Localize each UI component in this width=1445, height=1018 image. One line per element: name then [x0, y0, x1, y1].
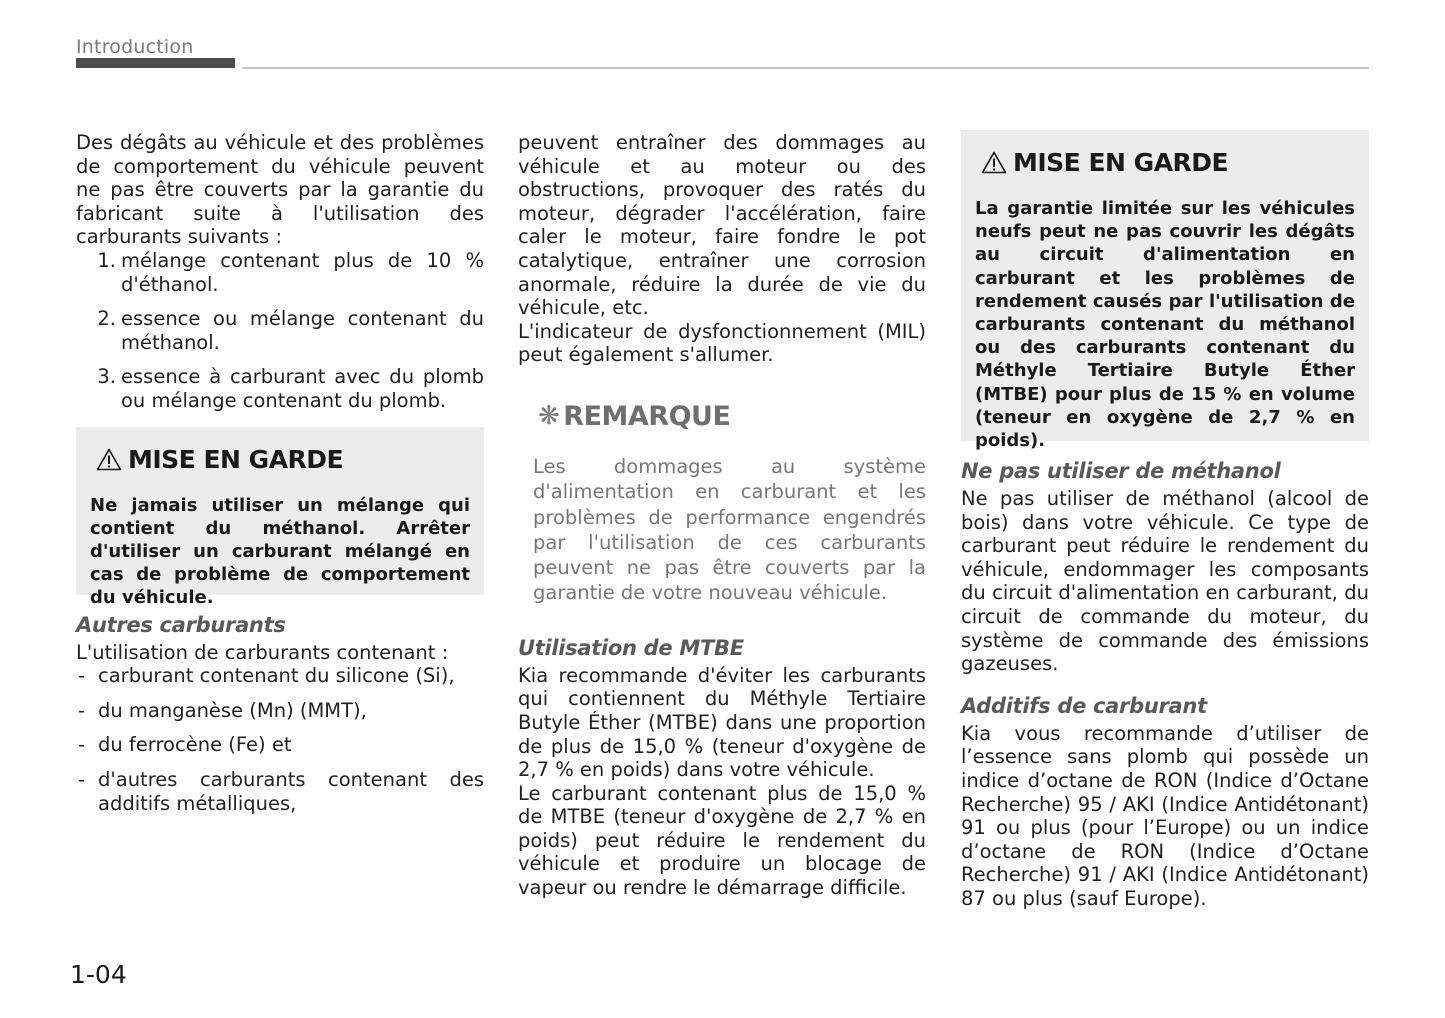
list-item	[76, 249, 484, 296]
warning-triangle-icon	[981, 151, 1007, 174]
remark-body: Les dommages au système d'alimentation en carburant et les problèmes de performance engendrés par l'utilisation de ces carburants peuvent ne pas être couverts par la garantie de votre nouveau véhicule.	[533, 454, 926, 605]
section-heading: Utilisation de MTBE	[518, 635, 744, 660]
methanol-paragraph: Ne pas utiliser de méthanol (alcool de bois) dans votre véhicule. Ce type de carburant peut réduire le rendement du véhicule, endommager les composants du circuit d'alimentation en carburant, du circuit de commande du moteur, du système de commande des émissions gazeuses.	[961, 487, 1369, 676]
mtbe-section	[518, 636, 926, 900]
warning-box	[961, 130, 1369, 452]
warning-box	[76, 427, 484, 609]
section-heading: Ne pas utiliser de méthanol	[961, 459, 1281, 483]
remark-box	[518, 401, 926, 606]
list-item: - du manganèse (Mn) (MMT),	[76, 699, 484, 723]
methanol-section	[961, 459, 1369, 676]
list-number: 1.	[97, 248, 116, 272]
intro-paragraph: Des dégâts au véhicule et des problèmes de comportement du véhicule peuvent ne pas être couverts par la garantie du fabricant suite à l'utilisation des carburants suivants :	[76, 131, 484, 249]
warning-triangle-icon	[96, 448, 122, 471]
list-text: mélange contenant plus de 10 % d'éthanol.	[121, 248, 484, 296]
list-text: carburant contenant du silicone (Si),	[98, 664, 455, 688]
list-item: - carburant contenant du silicone (Si),	[76, 664, 484, 688]
header-accent-bar	[76, 58, 235, 68]
remark-title	[538, 401, 926, 432]
mil-paragraph: L'indicateur de dysfonctionnement (MIL) peut également s'allumer.	[518, 319, 926, 367]
warning-title-text: MISE EN GARDE	[1013, 148, 1229, 177]
asterisk-icon: ❋	[538, 401, 560, 432]
list-item: - du ferrocène (Fe) et	[76, 733, 484, 757]
list-number: 3.	[97, 365, 116, 389]
column-2	[518, 131, 926, 900]
list-item	[76, 307, 484, 354]
mtbe-paragraph-2: Le carburant contenant plus de 15,0 % de MTBE (teneur d'oxygène de 2,7 % en poids) peut réduire le rendement du véhicule et produire un blocage de vapeur ou rendre le démarrage difficile.	[518, 781, 926, 900]
other-fuels-intro: L'utilisation de carburants contenant :	[76, 640, 449, 664]
section-title: Introduction	[76, 36, 194, 58]
continuation-paragraph: peuvent entraîner des dommages au véhicule et au moteur ou des obstructions, provoquer des ratés du moteur, dégrader l'accélération, faire caler le moteur, faire fondre le pot catalytique, entraîner une corrosion anormale, réduire la durée de vie du véhicule, etc.	[518, 131, 926, 320]
column-1	[76, 131, 484, 826]
warning-title	[96, 445, 470, 474]
list-item	[76, 365, 484, 412]
list-number: 2.	[97, 307, 116, 331]
list-text: du manganèse (Mn) (MMT),	[98, 698, 367, 722]
column-3	[961, 130, 1369, 911]
warning-title	[981, 148, 1355, 177]
warning-body: La garantie limitée sur les véhicules neufs peut ne pas couvrir les dégâts au circuit d'alimentation en carburant et les problèmes de rendement causés par l'utilisation de carburants contenant du méthanol ou des carburants contenant du Méthyle Tertiaire Butyle Éther (MTBE) pour plus de 15 % en volume (teneur en oxygène de 2,7 % en poids).	[975, 198, 1355, 452]
warning-title-text: MISE EN GARDE	[128, 444, 344, 474]
mtbe-paragraph-1: Kia recommande d'éviter les carburants qui contiennent du Méthyle Tertiaire Butyle Éther (MTBE) dans une proportion de plus de 15,0 % (teneur d'oxygène de 2,7 % en poids) dans votre véhicule.	[518, 663, 926, 782]
additives-paragraph: Kia vous recommande d’utiliser de l’essence sans plomb qui possède un indice d’octane de RON (Indice d’Octane Recherche) 95 / AKI (Indice Antidétonant) 91 ou plus (pour l’Europe) ou un indice d’octane de RON (Indice d’Octane Recherche) 91 / AKI (Indice Antidétonant) 87 ou plus (sauf Europe).	[961, 721, 1369, 910]
list-text: du ferrocène (Fe) et	[98, 733, 292, 757]
other-fuels-section	[76, 613, 484, 816]
list-item: - d'autres carburants contenant des additifs métalliques,	[78, 767, 484, 815]
list-text: essence à carburant avec du plomb ou mélange contenant du plomb.	[121, 365, 484, 412]
page-number: 1-04	[70, 960, 127, 989]
fuel-list	[76, 249, 484, 413]
section-heading: Additifs de carburant	[961, 693, 1207, 718]
header-rule	[242, 67, 1369, 69]
list-text: d'autres carburants contenant des additifs métalliques,	[98, 767, 484, 815]
section-heading: Autres carburants	[76, 612, 286, 637]
other-fuels-list	[76, 664, 484, 815]
remark-title-text: REMARQUE	[563, 400, 731, 432]
list-text: essence ou mélange contenant du méthanol.	[121, 307, 484, 354]
additives-section	[961, 694, 1369, 911]
warning-body: Ne jamais utiliser un mélange qui contient du méthanol. Arrêter d'utiliser un carburant mélangé en cas de problème de comportement du véhicule.	[90, 494, 470, 609]
